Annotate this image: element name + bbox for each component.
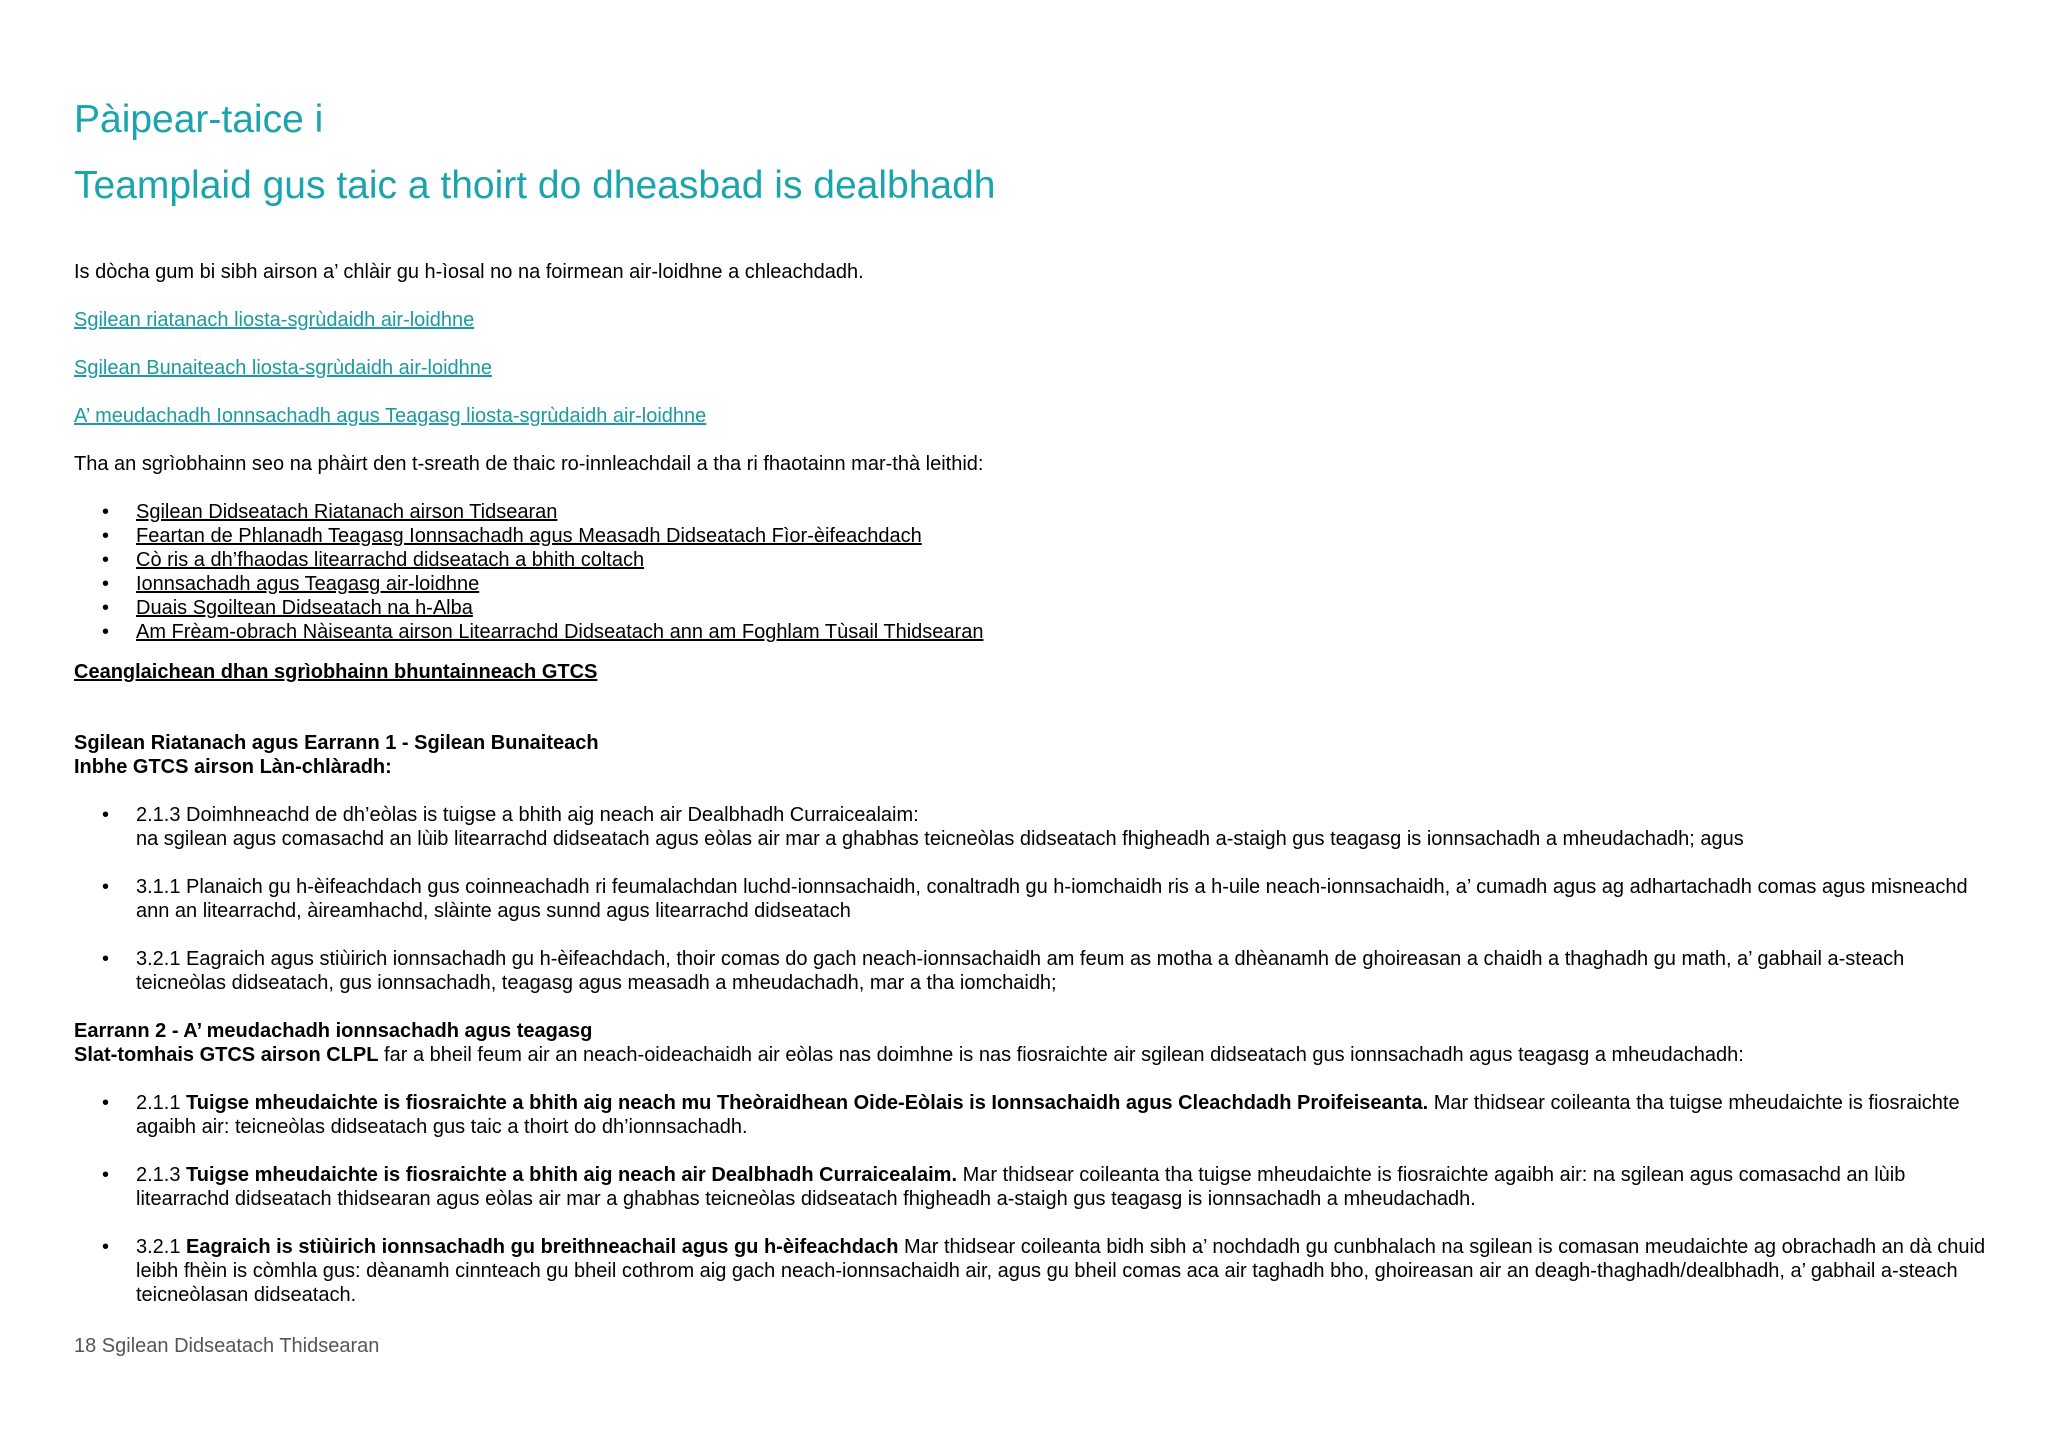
standard-text: Mar thidsear coileanta bidh sibh a’ nochdadh gu cunbhalach na sgilean is comasan meudaichte ag obrachadh an dà chuid leibh fhèin is còmhla gus: dèanamh cinnteach gu bheil cothrom aig gach neach-ionnsachaidh air, agus gu bheil comas aca air taghadh bho, ghoireasan air an deagh-thaghadh/dealbhadh, a’ gabhail a-steach teicneòlasan didseatach. <box>136 1236 1986 1306</box>
section-subheading: Inbhe GTCS airson Làn-chlàradh: <box>74 756 392 778</box>
subheading-bold: Slat-tomhais GTCS airson CLPL <box>74 1044 379 1066</box>
list-item <box>74 548 1994 572</box>
section-enhancing-learning <box>74 1019 1994 1307</box>
section-heading: Earrann 2 - A’ meudachadh ionnsachadh agus teagasg <box>74 1020 593 1042</box>
section-essential-skills <box>74 731 1994 995</box>
standard-title: Tuigse mheudaichte is fiosraichte a bhith aig neach air Dealbhadh Curraicealaim. <box>186 1164 958 1186</box>
standard-line: • 3.1.1 Planaich gu h-èifeachdach gus coinneachadh ri feumalachdan luchd-ionnsachaidh, conaltradh gu h-iomchaidh ris a h-uile neach-ionnsachaidh, a’ cumadh agus ag adhartachadh comas agus misneachd ann an litearrachd, àireamhachd, slàinte agus sunnd agus litearrachd didseatach <box>136 876 1968 922</box>
standard-title: Tuigse mheudaichte is fiosraichte a bhith aig neach mu Theòraidhean Oide-Eòlais is Ionnsachaidh agus Cleachdadh Proifeiseanta. <box>186 1092 1429 1114</box>
standards-list <box>74 1091 1994 1307</box>
related-documents-list <box>74 500 1994 644</box>
list-item <box>74 596 1994 620</box>
standard-line: • 2.1.3 Doimhneachd de dh’eòlas is tuigse a bhith aig neach air Dealbhadh Curraicealaim: <box>136 804 919 826</box>
list-item <box>74 947 1994 995</box>
standard-text: Mar thidsear coileanta tha tuigse mheudaichte is fiosraichte agaibh air: teicneòlas didseatach gus taic a thoirt do dh’ionnsachadh. <box>136 1092 1960 1138</box>
page-title: Teamplaid gus taic a thoirt do dheasbad is dealbhadh <box>74 164 996 207</box>
list-item <box>74 572 1994 596</box>
standard-text: Mar thidsear coileanta tha tuigse mheudaichte is fiosraichte agaibh air: na sgilean agus comasachd an lùib litearrachd didseatach thidsearan agus eòlas air mar a ghabhas teicneòlas didseatach fhigheadh a-staigh gus teagasg is ionnsachadh a mheudachadh. <box>136 1164 1906 1210</box>
list-item <box>74 1091 1994 1139</box>
standard-title: Eagraich is stiùirich ionnsachadh gu breithneachail agus gu h-èifeachdach <box>186 1236 899 1258</box>
doc-link[interactable]: Feartan de Phlanadh Teagasg Ionnsachadh agus Measadh Didseatach Fìor-èifeachdach <box>136 525 922 547</box>
doc-link[interactable]: Am Frèam-obrach Nàiseanta airson Litearrachd Didseatach ann am Foghlam Tùsail Thidsearan <box>136 621 984 643</box>
list-item <box>74 875 1994 923</box>
standard-number: 2.1.1 <box>136 1092 187 1114</box>
list-item <box>74 1235 1994 1307</box>
link-foundation-skills-checklist[interactable]: Sgilean Bunaiteach liosta-sgrùdaidh air-loidhne <box>74 357 493 379</box>
standard-number: 3.2.1 <box>136 1236 187 1258</box>
standard-line: • 3.2.1 Eagraich agus stiùirich ionnsachadh gu h-èifeachdach, thoir comas do gach neach-ionnsachaidh am feum as motha a dhèanamh de ghoireasan a chaidh a thaghadh gu math, a’ gabhail a-steach teicneòlas didseatach, gus ionnsachadh, teagasg agus measadh a mheudachadh, mar a tha iomchaidh; <box>136 948 1905 994</box>
link-essential-skills-checklist[interactable]: Sgilean riatanach liosta-sgrùdaidh air-loidhne <box>74 309 475 331</box>
list-item <box>74 803 1994 851</box>
doc-link[interactable]: Ionnsachadh agus Teagasg air-loidhne <box>136 573 480 595</box>
list-item <box>74 620 1994 644</box>
document-page <box>74 96 1994 1307</box>
appendix-title: Pàipear-taice i <box>74 98 324 141</box>
list-item <box>74 500 1994 524</box>
list-item <box>74 524 1994 548</box>
standard-number: 2.1.3 <box>136 1164 187 1186</box>
link-enhancing-learning-checklist[interactable]: A’ meudachadh Ionnsachadh agus Teagasg liosta-sgrùdaidh air-loidhne <box>74 405 707 427</box>
list-item <box>74 1163 1994 1211</box>
gtcs-documents-link[interactable]: Ceanglaichean dhan sgrìobhainn bhuntainneach GTCS <box>74 661 598 683</box>
section-heading: Sgilean Riatanach agus Earrann 1 - Sgilean Bunaiteach <box>74 732 599 754</box>
intro-text: Is dòcha gum bi sibh airson a’ chlàir gu h-ìosal no na foirmean air-loidhne a chleachdadh. <box>74 261 864 283</box>
doc-link[interactable]: Duais Sgoiltean Didseatach na h-Alba <box>136 597 473 619</box>
standard-line: na sgilean agus comasachd an lùib litearrachd didseatach agus eòlas air mar a ghabhas teicneòlas didseatach fhigheadh a-staigh gus teagasg is ionnsachadh a mheudachadh; agus <box>136 828 1744 850</box>
standards-list <box>74 803 1994 995</box>
subheading-rest: far a bheil feum air an neach-oideachaidh air eòlas nas doimhne is nas fiosraichte air sgilean didseatach gus ionnsachadh agus teagasg a mheudachadh: <box>378 1044 1744 1066</box>
doc-link[interactable]: Cò ris a dh’fhaodas litearrachd didseatach a bhith coltach <box>136 549 645 571</box>
section-subheading <box>74 1043 1994 1067</box>
series-intro-text: Tha an sgrìobhainn seo na phàirt den t-sreath de thaic ro-innleachdail a tha ri fhaotainn mar-thà leithid: <box>74 453 984 475</box>
doc-link[interactable]: Sgilean Didseatach Riatanach airson Tidsearan <box>136 501 558 523</box>
page-footer: 18 Sgilean Didseatach Thidsearan <box>74 1335 380 1357</box>
